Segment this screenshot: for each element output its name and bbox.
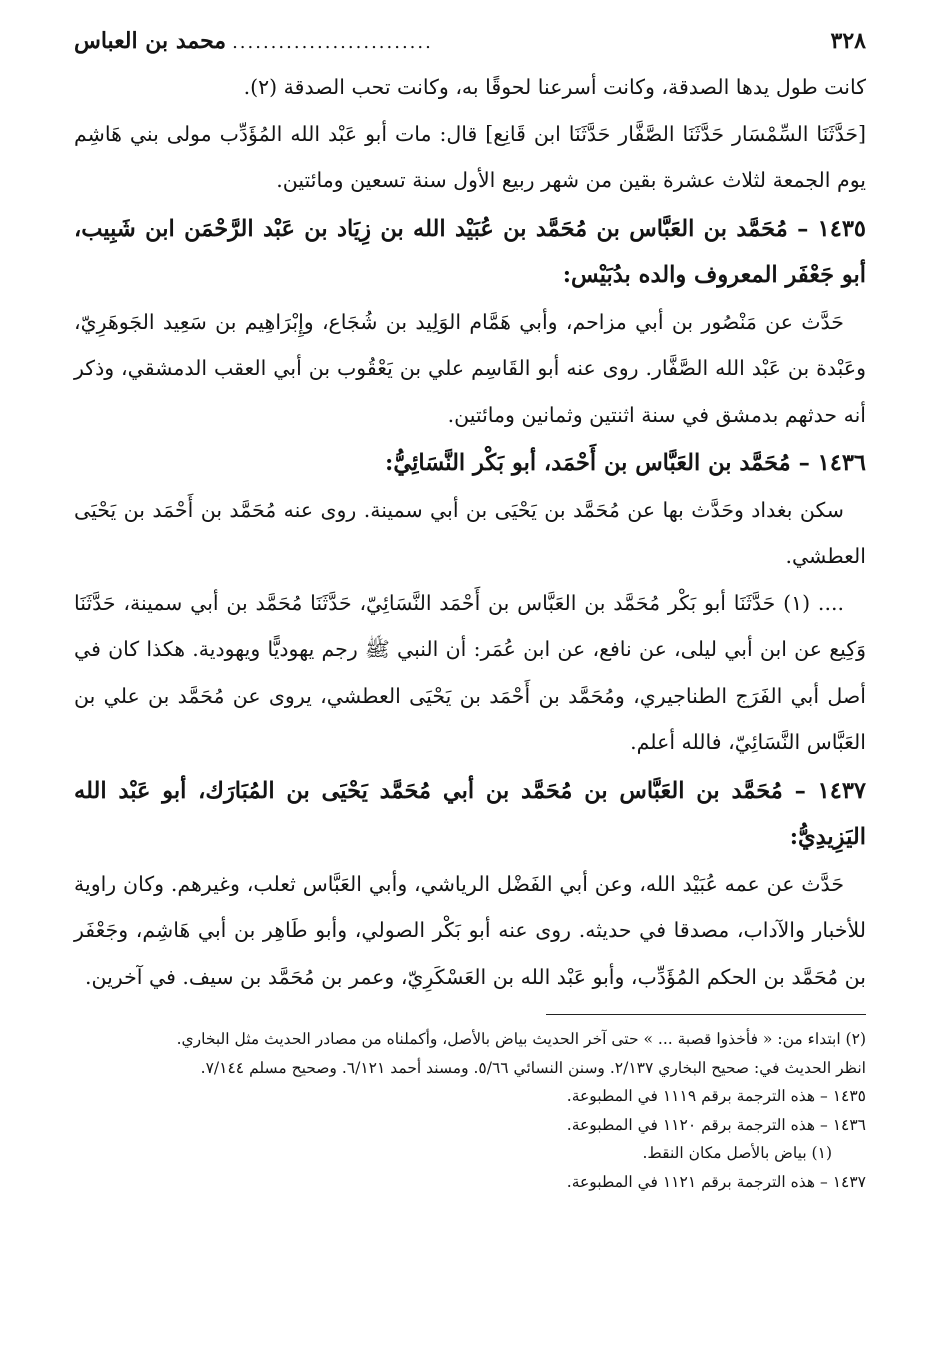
entry-text-1435: حَدَّث عن مَنْصُور بن أبي مزاحم، وأبي هَمَّام الوَلِيد بن شُجَاع، وإِبْرَاهِيم بن سَعِيد الجَوهَرِيّ، وعَبْدة بن عَبْد الله الصَّفَّار. روى عنه أبو القَاسِم علي بن يَعْقُوب بن أبي العقب الدمشقي، وذكر أنه حدثهم بدمشق في سنة اثنتين وثمانين ومائتين.	[74, 309, 866, 427]
intro-paragraph: [حَدَّثَنَا السِّمْسَار حَدَّثَنَا الصَّفَّار حَدَّثَنَا ابن قَانِع] قال: مات أبو عَبْد الله المُؤَدِّب مولى بني هَاشِم يوم الجمعة لثلاث عشرة بقين من شهر ربيع الأول سنة تسعين ومائتين.	[74, 121, 866, 192]
entry-text-1436: سكن بغداد وحَدَّث بها عن مُحَمَّد بن يَحْيَى بن أبي سمينة. روى عنه مُحَمَّد بن أَحْمَد بن يَحْيَى العطشي.	[74, 497, 866, 568]
page-number: ٣٢٨	[830, 28, 866, 54]
book-page	[74, 28, 866, 1196]
entry-title-1435: ١٤٣٥ – مُحَمَّد بن العَبَّاس بن مُحَمَّد بن عُبَيْد الله بن زِيَاد بن عَبْد الرَّحْمَن ابن شَبِيب، أبو جَعْفَر المعروف والده بدُبَيْس:	[74, 215, 866, 288]
running-head	[74, 28, 433, 54]
footnote-1436: ١٤٣٦ – هذه الترجمة برقم ١١٢٠ في المطبوعة.	[566, 1115, 866, 1134]
page-header	[74, 28, 866, 64]
footnote-2: (٢) ابتداء من: « فأخذوا قصبة ... » حتى آخر الحديث بياض بالأصل، وأكملناه من مصادر الحديث مثل البخاري.	[176, 1030, 866, 1048]
footnote-separator	[546, 1014, 866, 1015]
footnote-1437: ١٤٣٧ – هذه الترجمة برقم ١١٢١ في المطبوعة.	[566, 1172, 866, 1191]
entry-text-1437: حَدَّث عن عمه عُبَيْد الله، وعن أبي الفَضْل الرياشي، وأبي العَبَّاس ثعلب، وغيرهم. وكان راوية للأخبار والآداب، مصدقا في حديثه. روى عنه أبو بَكْر الصولي، وأبو طَاهِر بن أبي هَاشِم، وجَعْفَر بن مُحَمَّد بن الحكم المُؤَدِّب، وأبو عَبْد الله بن العَسْكَرِيّ، وعمر بن مُحَمَّد بن سيف. في آخرين.	[74, 871, 866, 989]
running-title: محمد بن العباس	[74, 28, 227, 54]
entry-hadith-1436: .... (١) حَدَّثَنَا أبو بَكْر مُحَمَّد بن العَبَّاس بن أَحْمَد النَّسَائِيّ، حَدَّثَنَا مُحَمَّد بن أبي سمينة، حَدَّثَنَا وَكِيع عن ابن أبي ليلى، عن نافع، عن ابن عُمَر: أن النبي ﷺ رجم يهوديًّا ويهودية. هكذا كان في أصل أبي الفَرَج الطناجيري، ومُحَمَّد بن أَحْمَد بن يَحْيَى العطشي، يروى عن مُحَمَّد بن علي بن العَبَّاس النَّسَائِيّ، فالله أعلم.	[74, 590, 866, 754]
entry-title-1437: ١٤٣٧ – مُحَمَّد بن العَبَّاس بن مُحَمَّد بن أبي مُحَمَّد يَحْيَى بن المُبَارَك، أبو عَبْد الله اليَزِيدِيُّ:	[74, 777, 866, 850]
footnote-1435: ١٤٣٥ – هذه الترجمة برقم ١١١٩ في المطبوعة.	[566, 1087, 866, 1105]
footnotes	[74, 1025, 866, 1196]
entry-title-1436: ١٤٣٦ – مُحَمَّد بن العَبَّاس بن أَحْمَد، أبو بَكْر النَّسَائِيُّ:	[385, 450, 866, 476]
footnote-references: انظر الحديث في: صحيح البخاري ٢/١٣٧. وسنن النسائي ٥/٦٦. ومسند أحمد ٦/١٢١. وصحيح مسلم ٧/١٤٤.	[200, 1058, 866, 1077]
intro-paragraph: كانت طول يدها الصدقة، وكانت أسرعنا لحوقًا به، وكانت تحب الصدقة (٢).	[243, 75, 866, 99]
footnote-1: (١) بياض بالأصل مكان النقط.	[642, 1144, 832, 1162]
header-dots: ..........................	[232, 32, 433, 53]
